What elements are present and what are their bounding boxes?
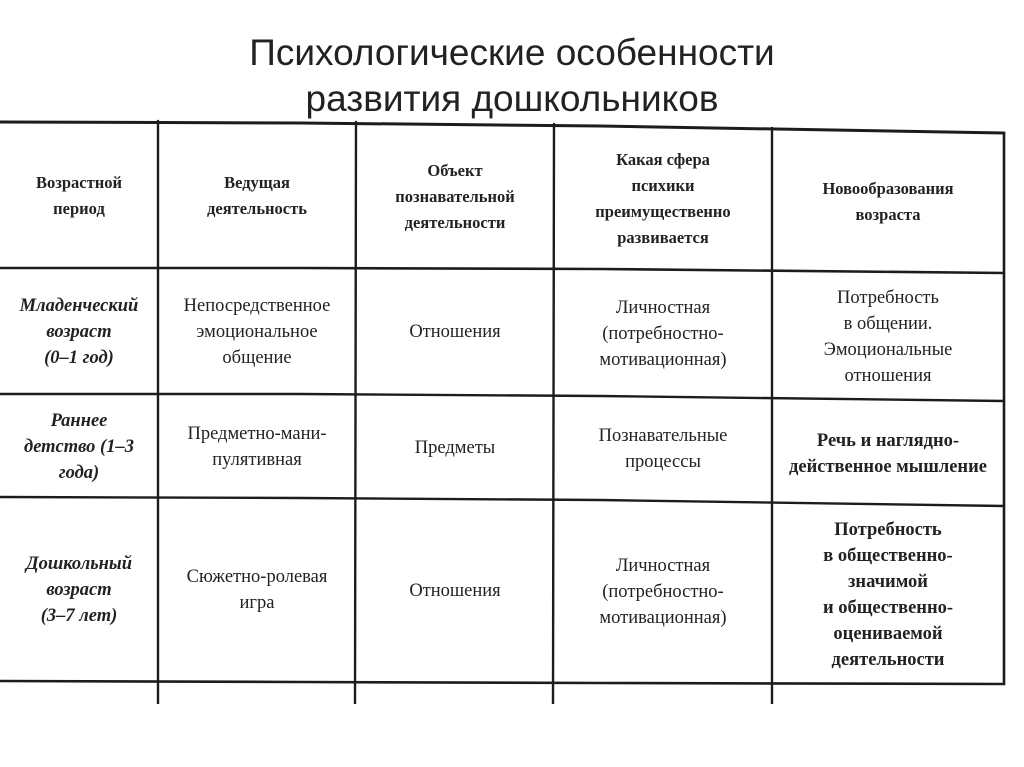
row-1-neoformation-text: Потребность в общении. Эмоциональные отношения — [823, 288, 953, 386]
row-1-object-text: Отношения — [409, 322, 501, 342]
table-row-1-neoformation — [772, 273, 1004, 401]
header-cell-object — [356, 124, 554, 269]
table-row-1-sphere — [554, 270, 772, 397]
header-cell-sphere — [554, 126, 772, 271]
header-object: Объект познавательной деятельности — [395, 160, 515, 232]
row-2-period-text: Раннее детство (1–3 года) — [24, 410, 134, 483]
header-cell-activity — [158, 124, 356, 268]
row-3-object-text: Отношения — [409, 581, 501, 601]
table-row-2-sphere — [554, 397, 772, 501]
row-2-sphere-text: Познавательные процессы — [598, 426, 728, 472]
table-row-1-period — [0, 269, 158, 395]
row-2-neoformation-text: Речь и наглядно- действенное мышление — [789, 430, 987, 477]
row-1-period-text: Младенческий возраст (0–1 год) — [19, 296, 139, 368]
table-row-2-period — [0, 395, 158, 498]
table-row-2-neoformation — [772, 401, 1004, 506]
title-line-1: Психологические особенности — [249, 32, 775, 73]
table-row-3-neoformation — [772, 506, 1004, 684]
table-row-3-object — [356, 500, 554, 682]
row-3-period-text: Дошкольный возраст (3–7 лет) — [25, 553, 133, 626]
table-row-1-object — [356, 269, 554, 395]
header-period: Возрастной период — [35, 173, 122, 218]
row-1-activity-text: Непосредственное эмоциональное общение — [183, 296, 331, 368]
row-2-activity-text: Предметно-мани- пулятивная — [187, 423, 327, 470]
row-3-activity-text: Сюжетно-ролевая игра — [186, 566, 328, 613]
header-sphere: Какая сфера психики преимущественно развивается — [595, 149, 731, 247]
table-row-2-object — [356, 396, 554, 500]
row-1-sphere-text: Личностная (потребностно- мотивационная) — [599, 297, 727, 370]
header-cell-period — [0, 124, 158, 268]
table-row-2-activity — [158, 395, 356, 498]
header-neoformation: Новообразования возраста — [822, 178, 954, 224]
row-3-neoformation-text: Потребность в общественно- значимой и общественно- оцениваемой деятельности — [822, 520, 954, 670]
header-cell-neoformation — [772, 130, 1004, 273]
scanned-table — [0, 116, 1012, 704]
table-row-3-period — [0, 498, 158, 681]
title-line-2: развития дошкольников — [305, 78, 719, 119]
table-row-1-activity — [158, 269, 356, 395]
slide-title — [0, 30, 1024, 122]
table-row-3-activity — [158, 498, 356, 681]
row-3-sphere-text: Личностная (потребностно- мотивационная) — [599, 556, 727, 628]
table-row-3-sphere — [554, 501, 772, 683]
header-activity: Ведущая деятельность — [207, 173, 307, 218]
row-2-object-text: Предметы — [414, 438, 496, 458]
